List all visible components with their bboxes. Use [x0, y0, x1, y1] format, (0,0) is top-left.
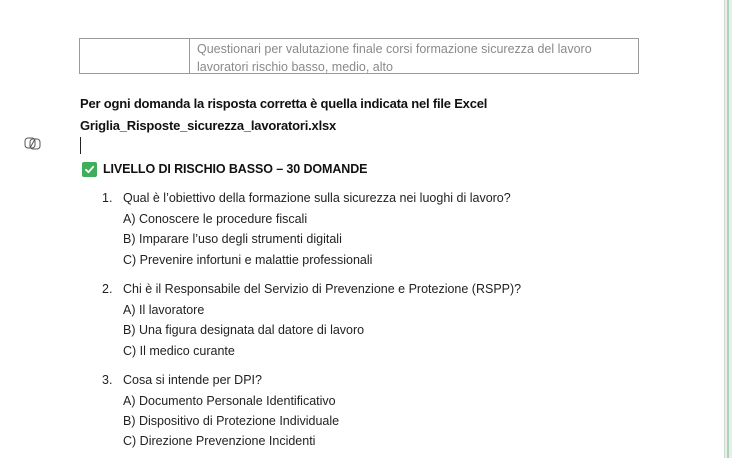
- scroll-gutter[interactable]: [724, 0, 732, 458]
- option-3c: C) Direzione Prevenzione Incidenti: [123, 434, 316, 448]
- section-heading: [82, 160, 367, 178]
- question-number: 3.: [102, 373, 113, 387]
- answer-note: Per ogni domanda la risposta corretta è quella indicata nel file Excel Griglia_Risposte_sicurezza_lavoratori.xlsx: [80, 96, 488, 133]
- question-number: 2.: [102, 282, 113, 296]
- option-1a: A) Conoscere le procedure fiscali: [123, 212, 308, 226]
- question-number: 1.: [102, 191, 113, 205]
- option-1c: C) Prevenire infortuni e malattie professionali: [123, 253, 373, 267]
- comment-icon[interactable]: [24, 137, 41, 150]
- option-2a: A) Il lavoratore: [123, 303, 205, 317]
- option-3a: A) Documento Personale Identificativo: [123, 394, 336, 408]
- check-square-icon: [82, 162, 97, 177]
- header-table: [79, 38, 639, 74]
- section-title: LIVELLO DI RISCHIO BASSO – 30 DOMANDE: [103, 162, 368, 176]
- scrollbar-track[interactable]: [727, 0, 729, 458]
- header-table-left-cell: [80, 39, 190, 73]
- option-2c: C) Il medico curante: [123, 344, 235, 358]
- option-3b: B) Dispositivo di Protezione Individuale: [123, 414, 340, 428]
- text-cursor: [80, 137, 81, 154]
- question-text: Qual è l’obiettivo della formazione sulla sicurezza nei luoghi di lavoro?: [123, 191, 511, 205]
- question-text: Chi è il Responsabile del Servizio di Prevenzione e Protezione (RSPP)?: [123, 282, 522, 296]
- question-text: Cosa si intende per DPI?: [123, 373, 262, 387]
- option-1b: B) Imparare l’uso degli strumenti digitali: [123, 232, 342, 246]
- header-table-title: Questionari per valutazione finale corsi formazione sicurezza del lavoro lavoratori rischio basso, medio, alto: [197, 42, 592, 74]
- option-2b: B) Una figura designata dal datore di lavoro: [123, 323, 365, 337]
